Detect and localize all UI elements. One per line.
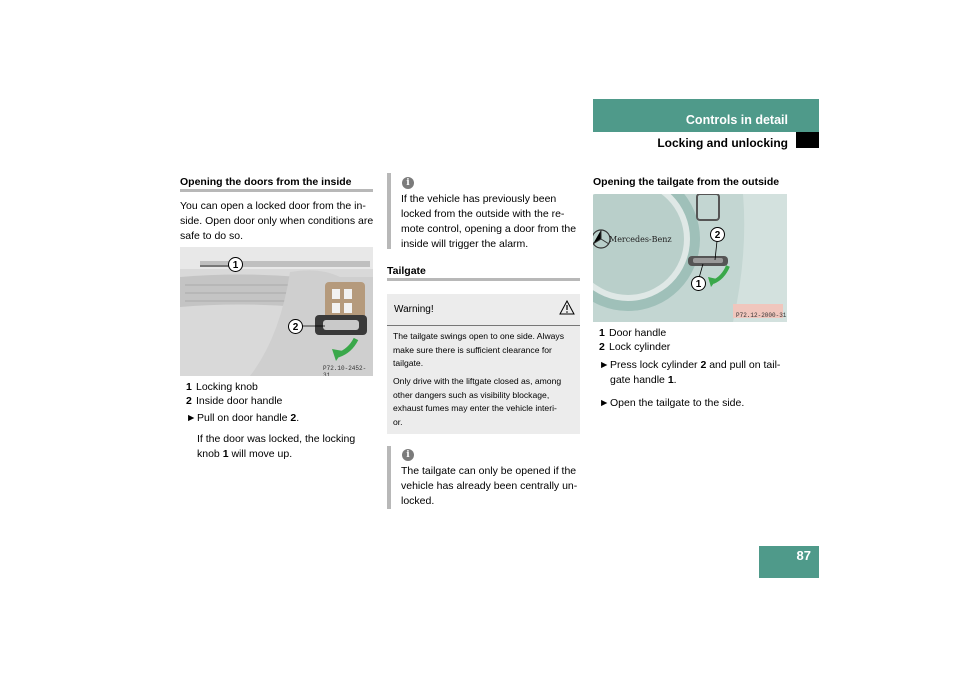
subsection-marker: [796, 132, 819, 148]
warning-title: Warning!: [394, 304, 434, 315]
info-bar: [387, 446, 391, 509]
legend-item: 1 Door handle: [599, 327, 667, 339]
warning-box: [387, 294, 580, 434]
info2-text: The tailgate can only be opened if the vehicle has already been centrally un- locked.: [401, 465, 578, 507]
bullet-arrow-icon: ►: [599, 397, 610, 409]
left-legend: [186, 380, 282, 408]
warning-text-1: The tailgate swings open to one side. Always make sure there is sufficient clearance for tailgate.: [393, 331, 565, 368]
right-bullet-1: ► Press lock cylinder 2 and pull on tail- gate handle 1.: [599, 359, 781, 386]
bullet-arrow-icon: ►: [186, 412, 197, 424]
info-icon: i: [402, 449, 414, 461]
left-note: If the door was locked, the locking knob 1 will move up.: [197, 433, 356, 460]
legend-item: 2 Inside door handle: [186, 395, 283, 407]
info-icon: i: [402, 177, 414, 189]
section-title: Controls in detail: [685, 113, 788, 127]
callout-2: 2: [288, 319, 303, 334]
image-caption: P72.12-2000-31: [736, 312, 787, 319]
right-bullet-2: ► Open the tailgate to the side.: [599, 397, 745, 409]
warning-text-2: Only drive with the liftgate closed as, among other dangers such as visibility blockage, exhaust fumes may enter the vehicle interi- or.: [393, 376, 562, 427]
callout-2: 2: [710, 227, 725, 242]
info-bar: [387, 173, 391, 249]
legend-item: 1 Locking knob: [186, 381, 258, 393]
intro-line: safe to do so.: [180, 230, 244, 242]
page-number: 87: [796, 548, 811, 563]
left-heading: Opening the doors from the inside: [180, 176, 352, 188]
left-intro: [180, 199, 380, 244]
right-heading: Opening the tailgate from the outside: [593, 176, 780, 188]
callout-1: 1: [228, 257, 243, 272]
tailgate-heading-rule: [387, 278, 580, 281]
door-interior-illustration: [180, 247, 373, 376]
right-legend: [599, 326, 670, 354]
intro-line: side. Open door only when conditions are: [180, 215, 374, 227]
image-caption: P72.10-2452-31: [323, 365, 367, 376]
subsection-title: Locking and unlocking: [657, 136, 788, 150]
door-handle-image: [180, 247, 373, 376]
tailgate-heading: Tailgate: [387, 265, 426, 277]
tailgate-image: [593, 194, 787, 322]
left-heading-rule: [180, 189, 373, 192]
brand-lettering: Mercedes-Benz: [609, 235, 672, 244]
warning-triangle-icon: [559, 300, 575, 315]
warning-divider: [387, 325, 580, 326]
tailgate-illustration: [593, 194, 787, 322]
bullet-arrow-icon: ►: [599, 359, 610, 371]
intro-line: You can open a locked door from the in-: [180, 200, 366, 212]
legend-item: 2 Lock cylinder: [599, 341, 671, 353]
left-bullet: ► Pull on door handle 2.: [186, 412, 300, 424]
info1-text: If the vehicle has previously been locked from the outside with the re- mote control, opening a door from the inside will trigger the alarm.: [401, 193, 577, 250]
callout-1: 1: [691, 276, 706, 291]
